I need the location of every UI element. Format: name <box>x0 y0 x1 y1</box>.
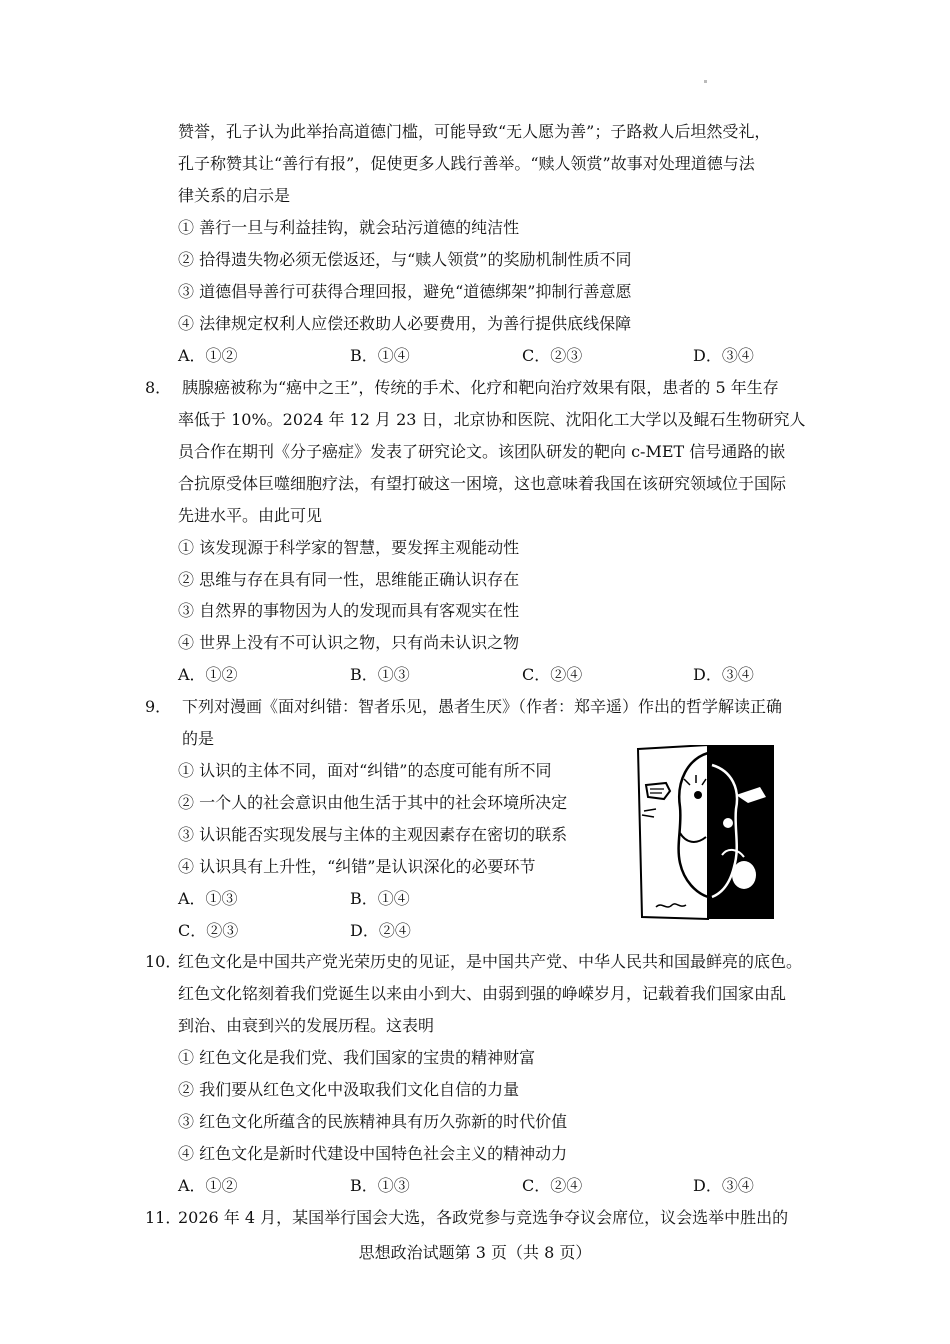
q10-option-a: A．①② <box>178 1176 238 1195</box>
cartoon-left-eye <box>694 791 702 799</box>
q8-option-c: C．②④ <box>522 665 583 684</box>
q7-option-a: A．①② <box>178 346 238 365</box>
q8-number: 8． <box>145 378 172 397</box>
q10-item-4: ④ 红色文化是新时代建设中国特色社会主义的精神动力 <box>178 1144 568 1163</box>
cartoon-illustration <box>636 745 776 921</box>
q7-option-c: C．②③ <box>522 346 583 365</box>
q9-item-3: ③ 认识能否实现发展与主体的主观因素存在密切的联系 <box>178 825 568 844</box>
q9-option-a: A．①③ <box>178 889 238 908</box>
q7-option-d: D．③④ <box>693 346 754 365</box>
q8-line-2: 率低于 10%。2024 年 12 月 23 日，北京协和医院、沈阳化工大学以及鲲石生物研究人 <box>178 410 806 429</box>
q7-item-3: ③ 道德倡导善行可获得合理回报，避免“道德绑架”抑制行善意愿 <box>178 282 632 301</box>
q9-option-d: D．②④ <box>350 921 411 940</box>
q9-line-1: 下列对漫画《面对纠错：智者乐见，愚者生厌》（作者：郑辛遥）作出的哲学解读正确 <box>182 697 783 716</box>
q7-line-2: 孔子称赞其让“善行有报”，促使更多人践行善举。“赎人领赏”故事对处理道德与法 <box>178 154 755 173</box>
q10-item-1: ① 红色文化是我们党、我们国家的宝贵的精神财富 <box>178 1048 536 1067</box>
q7-option-b: B．①④ <box>350 346 410 365</box>
q7-item-2: ② 拾得遗失物必须无偿返还，与“赎人领赏”的奖励机制性质不同 <box>178 250 632 269</box>
q9-item-2: ② 一个人的社会意识由他生活于其中的社会环境所决定 <box>178 793 568 812</box>
q10-option-b: B．①③ <box>350 1176 410 1195</box>
q7-item-4: ④ 法律规定权利人应偿还救助人必要费用，为善行提供底线保障 <box>178 314 632 333</box>
q10-item-2: ② 我们要从红色文化中汲取我们文化自信的力量 <box>178 1080 520 1099</box>
cartoon-left-hand <box>646 783 670 799</box>
q8-item-2: ② 思维与存在具有同一性，思维能正确认识存在 <box>178 570 520 589</box>
page-footer: 思想政治试题第 3 页（共 8 页） <box>358 1243 592 1262</box>
q8-line-4: 合抗原受体巨噬细胞疗法，有望打破这一困境，这也意味着我国在该研究领域位于国际 <box>178 474 787 493</box>
q9-option-b: B．①④ <box>350 889 410 908</box>
q11-number: 11． <box>145 1208 182 1227</box>
q7-item-1: ① 善行一旦与利益挂钩，就会玷污道德的纯洁性 <box>178 218 520 237</box>
q10-option-c: C．②④ <box>522 1176 583 1195</box>
q9-option-c: C．②③ <box>178 921 239 940</box>
q8-item-3: ③ 自然界的事物因为人的发现而具有客观实在性 <box>178 601 520 620</box>
q8-line-1: 胰腺癌被称为“癌中之王”，传统的手术、化疗和靶向治疗效果有限，患者的 5 年生存 <box>182 378 779 397</box>
q11-line-1: 2026 年 4 月，某国举行国会大选，各政党参与竞选争夺议会席位，议会选举中胜出的 <box>178 1208 789 1227</box>
q10-line-1: 红色文化是中国共产党光荣历史的见证，是中国共产党、中华人民共和国最鲜亮的底色。 <box>178 952 803 971</box>
q8-option-a: A．①② <box>178 665 238 684</box>
q7-line-1: 赞誉，孔子认为此举抬高道德门槛，可能导致“无人愿为善”；子路救人后坦然受礼， <box>178 122 771 141</box>
q9-line-2: 的是 <box>182 729 215 748</box>
q8-option-b: B．①③ <box>350 665 410 684</box>
q8-item-1: ① 该发现源于科学家的智慧，要发挥主观能动性 <box>178 538 520 557</box>
q7-line-3: 律关系的启示是 <box>178 186 291 205</box>
q10-number: 10． <box>145 952 182 971</box>
scan-dot <box>704 80 707 83</box>
q8-item-4: ④ 世界上没有不可认识之物，只有尚未认识之物 <box>178 633 520 652</box>
q9-number: 9． <box>145 697 172 716</box>
cartoon-right-eye <box>723 818 733 828</box>
q9-item-4: ④ 认识具有上升性，“纠错”是认识深化的必要环节 <box>178 857 536 876</box>
q8-line-5: 先进水平。由此可见 <box>178 506 323 525</box>
q10-line-2: 红色文化铭刻着我们党诞生以来由小到大、由弱到强的峥嵘岁月，记载着我们国家由乱 <box>178 984 787 1003</box>
q10-item-3: ③ 红色文化所蕴含的民族精神具有历久弥新的时代价值 <box>178 1112 568 1131</box>
cartoon-fist <box>732 861 756 889</box>
q8-option-d: D．③④ <box>693 665 754 684</box>
q10-line-3: 到治、由衰到兴的发展历程。这表明 <box>178 1016 435 1035</box>
q9-item-1: ① 认识的主体不同，面对“纠错”的态度可能有所不同 <box>178 761 552 780</box>
q8-line-3: 员合作在期刊《分子癌症》发表了研究论文。该团队研发的靶向 c-MET 信号通路的嵌 <box>178 442 786 461</box>
q10-option-d: D．③④ <box>693 1176 754 1195</box>
